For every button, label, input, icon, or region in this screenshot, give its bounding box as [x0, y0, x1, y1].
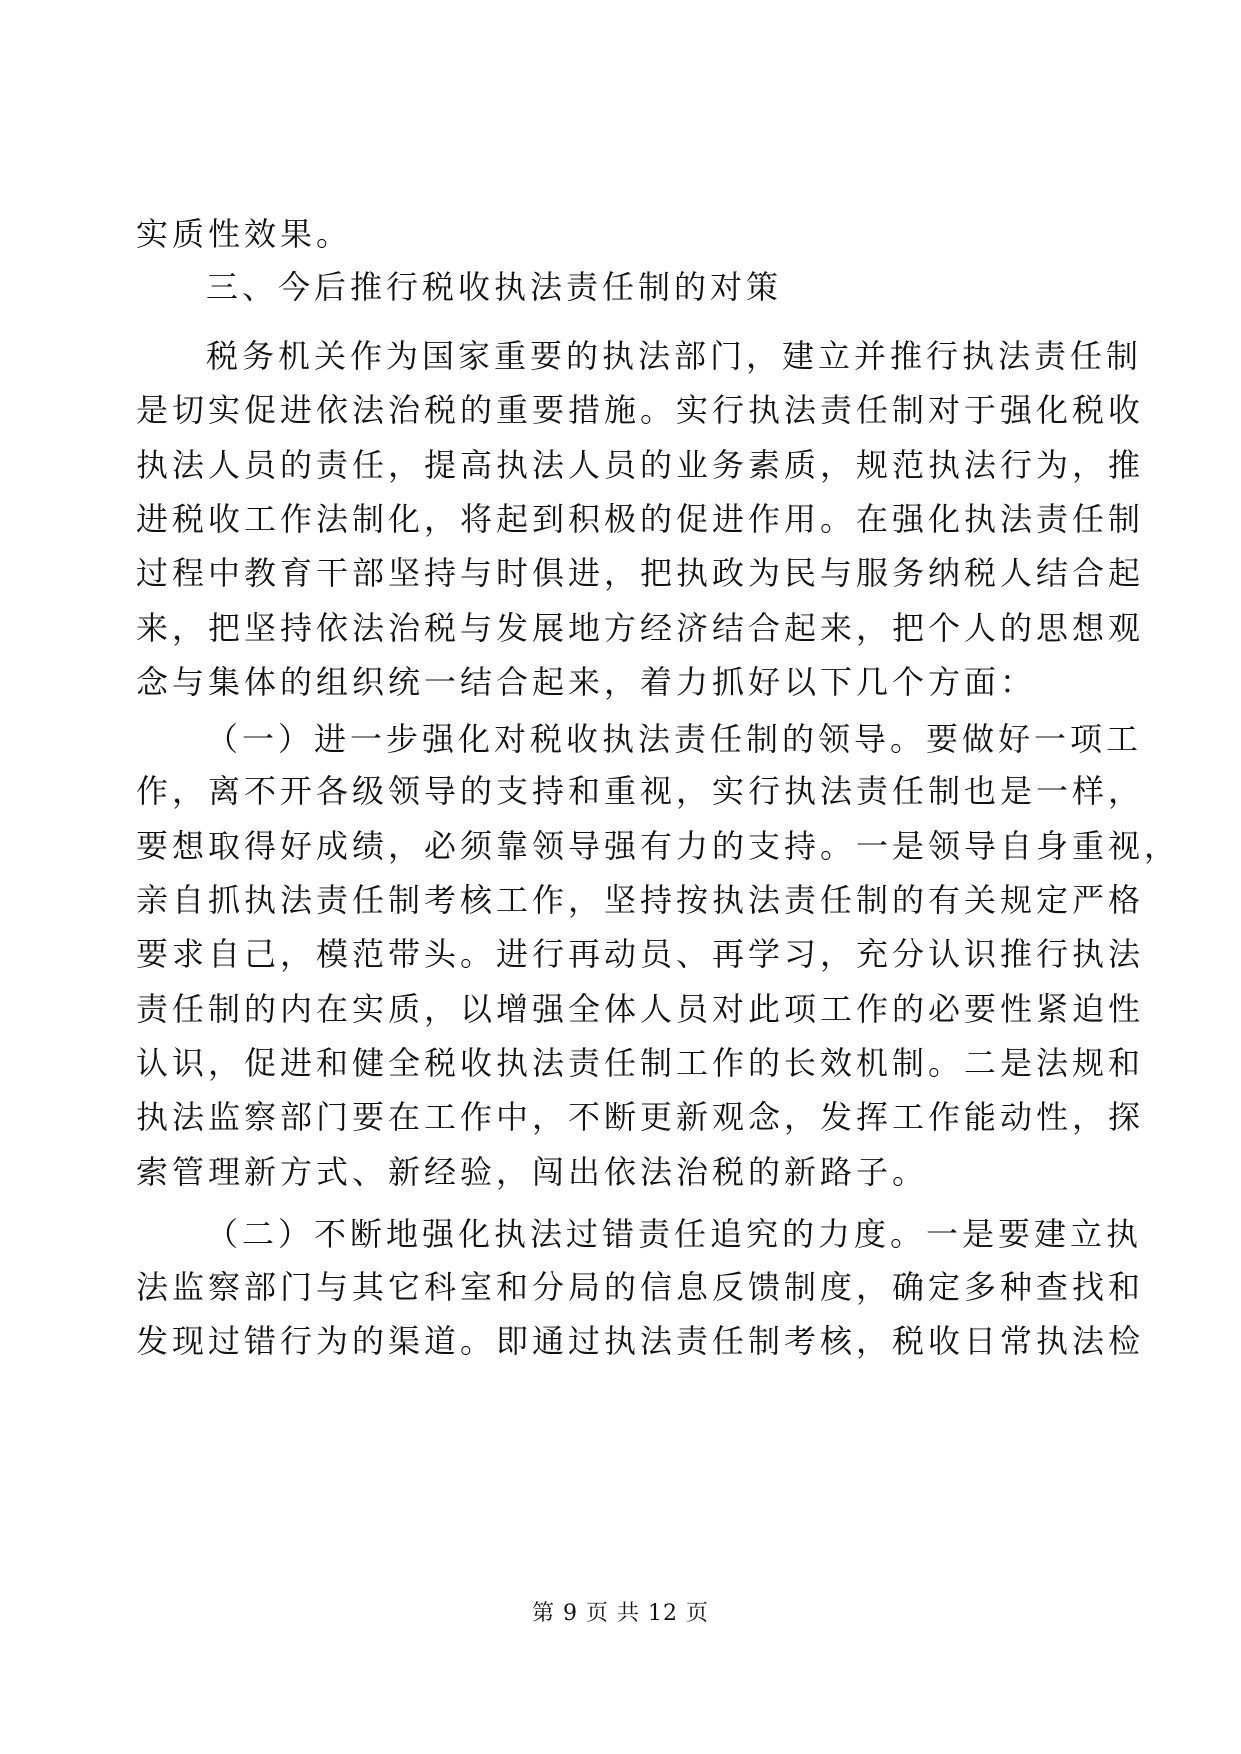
body-text-line: 实质性效果。	[136, 215, 353, 253]
body-text-line: 要想取得好成绩，必须靠领导强有力的支持。一是领导自身重视，	[136, 827, 1181, 865]
body-text-line: 发现过错行为的渠道。即通过执法责任制考核，税收日常执法检	[136, 1322, 1145, 1360]
body-text-line: 来，把坚持依法治税与发展地方经济结合起来，把个人的思想观	[136, 609, 1145, 647]
body-text-line: 念与集体的组织统一结合起来，着力抓好以下几个方面：	[136, 663, 1037, 701]
body-text-line: 要求自己，模范带头。进行再动员、再学习，充分认识推行执法	[136, 935, 1145, 973]
body-text-line: 过程中教育干部坚持与时俱进，把执政为民与服务纳税人结合起	[136, 554, 1145, 592]
body-text-line: 责任制的内在实质，以增强全体人员对此项工作的必要性紧迫性	[136, 990, 1145, 1028]
paragraph-first-line: 税务机关作为国家重要的执法部门，建立并推行执法责任制	[206, 337, 1143, 375]
body-text-line: 是切实促进依法治税的重要措施。实行执法责任制对于强化税收	[136, 391, 1145, 429]
body-text-line: 法监察部门与其它科室和分局的信息反馈制度，确定多种查找和	[136, 1268, 1145, 1306]
page-number-footer: 第 9 页 共 12 页	[532, 1601, 709, 1626]
body-text-line: 作，离不开各级领导的支持和重视，实行执法责任制也是一样，	[136, 772, 1145, 810]
paragraph-first-line: （二）不断地强化执法过错责任追究的力度。一是要建立执	[206, 1215, 1143, 1253]
body-text-line: 进税收工作法制化，将起到积极的促进作用。在强化执法责任制	[136, 500, 1145, 538]
paragraph-first-line: （一）进一步强化对税收执法责任制的领导。要做好一项工	[206, 720, 1143, 758]
body-text-line: 认识，促进和健全税收执法责任制工作的长效机制。二是法规和	[136, 1044, 1145, 1082]
body-text-line: 执法监察部门要在工作中，不断更新观念，发挥工作能动性，探	[136, 1098, 1145, 1136]
body-text-line: 亲自抓执法责任制考核工作，坚持按执法责任制的有关规定严格	[136, 881, 1145, 919]
section-heading: 三、今后推行税收执法责任制的对策	[206, 268, 783, 306]
body-text-line: 索管理新方式、新经验，闯出依法治税的新路子。	[136, 1153, 929, 1191]
body-text-line: 执法人员的责任，提高执法人员的业务素质，规范执法行为，推	[136, 446, 1145, 484]
